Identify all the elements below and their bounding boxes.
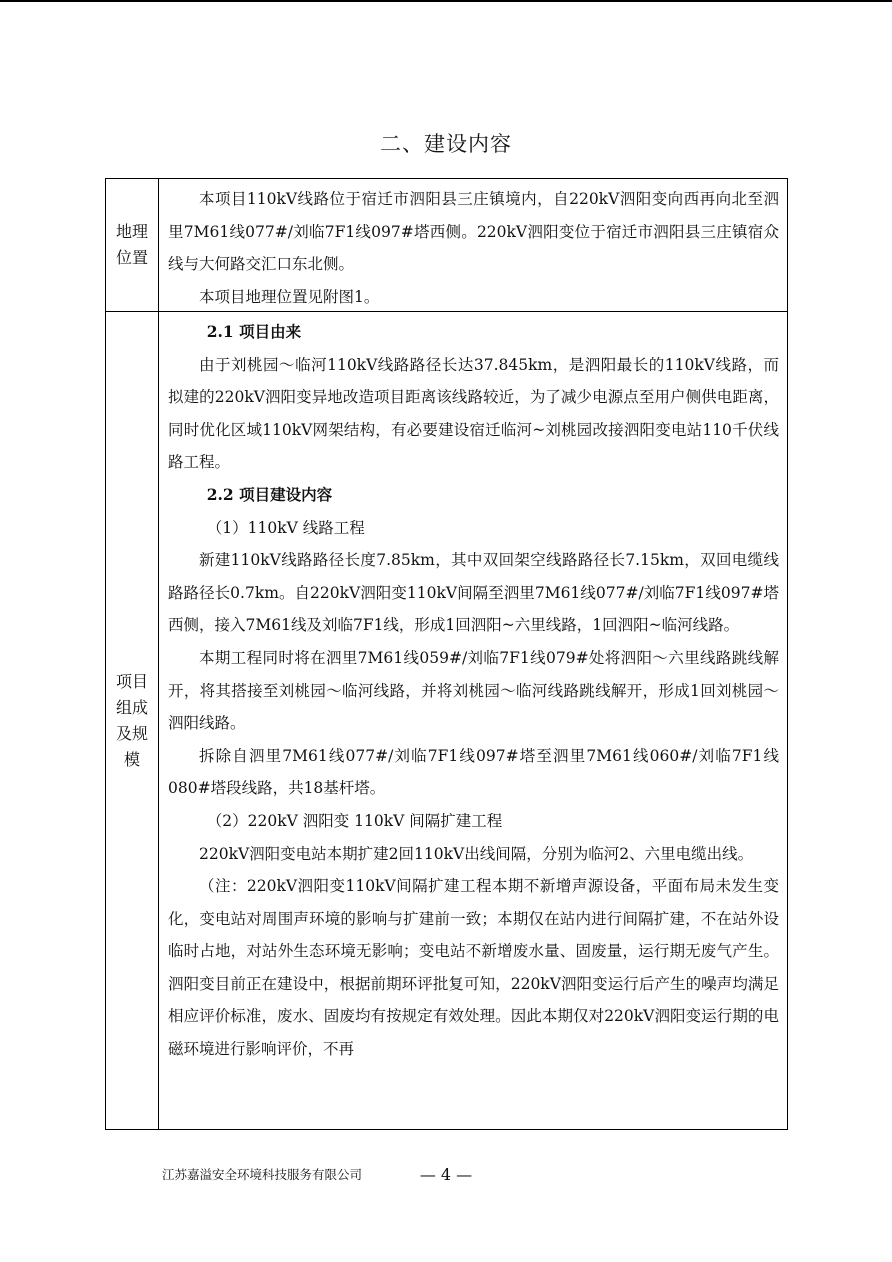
row-content-composition xyxy=(159,312,787,1129)
subheading-bay-expansion: （2）220kV 泗阳变 110kV 间隔扩建工程 xyxy=(206,811,503,830)
note-paragraph: （注：220kV泗阳变110kV间隔扩建工程本期不新增声源设备，平面布局未发生变化，变电站对周围声环境的影响与扩建前一致；本期仅在站内进行间隔扩建，不在站外设临时占地，对站外生态环境无影响；变电站不新增废水量、固废量，运行期无废气产生。泗阳变目前正在建设中，根据前期环评批复可知，220kV泗阳变运行后产生的噪声均满足相应评价标准，废水、固废均有按规定有效处理。因此本期仅对220kV泗阳变运行期的电磁环境进行影响评价，不再 xyxy=(168,877,779,1059)
table-row-location xyxy=(106,179,787,312)
page-title: 二、建设内容 xyxy=(380,132,512,156)
line-paragraph-2: 本期工程同时将在泗里7M61线059#/刘临7F1线079#处将泗阳～六里线路跳线解开，将其搭接至刘桃园～临河线路，并将刘桃园～临河线路跳线解开，形成1回刘桃园～泗阳线路。 xyxy=(168,648,779,733)
page-number: — 4 — xyxy=(419,1165,473,1184)
table-row-composition xyxy=(106,312,787,1129)
row-label-location: 地理位置 xyxy=(115,222,148,267)
top-border-line xyxy=(0,0,892,2)
row-label-composition: 项目组成及规模 xyxy=(115,671,148,769)
section-heading-origin: 2.1 项目由来 xyxy=(206,322,302,341)
origin-paragraph: 由于刘桃园～临河110kV线路路径长达37.845km，是泗阳最长的110kV线路，而拟建的220kV泗阳变异地改造项目距离该线路较近，为了减少电源点至用户侧供电距离，同时优化区域110kV网架结构，有必要建设宿迁临河~刘桃园改接泗阳变电站110千伏线路工程。 xyxy=(168,355,779,472)
row-label-cell xyxy=(106,179,159,311)
section-heading-content: 2.2 项目建设内容 xyxy=(206,484,333,504)
line-paragraph-3: 拆除自泗里7M61线077#/刘临7F1线097#塔至泗里7M61线060#/刘临7F1线080#塔段线路，共18基杆塔。 xyxy=(168,746,779,798)
bay-paragraph: 220kV泗阳变电站本期扩建2回110kV出线间隔，分别为临河2、六里电缆出线。 xyxy=(199,844,754,863)
subheading-line-project: （1）110kV 线路工程 xyxy=(206,518,365,537)
line-paragraph-1: 新建110kV线路路径长度7.85km，其中双回架空线路路径长7.15km，双回电缆线路路径长0.7km。自220kV泗阳变110kV间隔至泗里7M61线077#/刘临7F1线097#塔西侧，接入7M61线及刘临7F1线，形成1回泗阳~六里线路，1回泗阳~临河线路。 xyxy=(168,551,779,635)
row-label-cell xyxy=(106,312,159,1129)
footer-company: 江苏嘉溢安全环境科技服务有限公司 xyxy=(162,1167,363,1182)
location-paragraph-1: 本项目110kV线路位于宿迁市泗阳县三庄镇境内，自220kV泗阳变向西再向北至泗里7M61线077#/刘临7F1线097#塔西侧。220kV泗阳变位于宿迁市泗阳县三庄镇宿众线与大何路交汇口东北侧。 xyxy=(168,190,779,274)
content-table xyxy=(105,178,788,1130)
location-paragraph-2: 本项目地理位置见附图1。 xyxy=(199,287,380,306)
row-content-location xyxy=(159,179,787,311)
